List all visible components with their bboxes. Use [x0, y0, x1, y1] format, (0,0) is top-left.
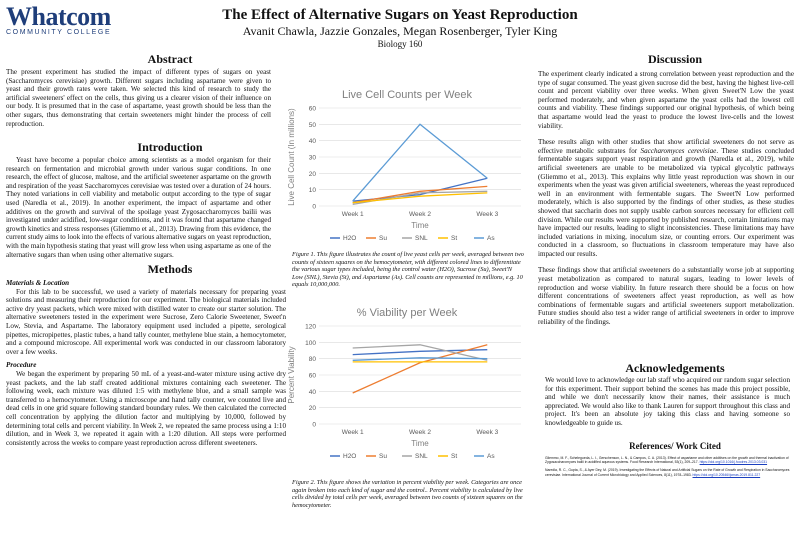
materials-text: For this lab to be successful, we used a variety of materials necessary for preparing yeast solutions and measuring their reproduction for our experiment. The biological materials included active dry yeast packets, which were mixed with distilled water to create our starter solution. The alternative sweeteners tested in the experiment were Sucrose, Zero Calorie Sweetener, Sweet'n Low, Stevia, and Aspartame. The laboratory equipment used included a pipette, serological pipettes, micropipettes, plastic tubes, a hand tally counter, methylene blue stain, a hemocytometer, and a compound microscope. All experimental work was conducted in our classroom laboratory over a few weeks. [6, 287, 286, 356]
introduction-text: Yeast have become a popular choice among scientists as a model organism for their research on fermentation and microbial growth under various sugar conditions. In one research, the effect of glucose, maltose, and the artificial sweetener aspartame on the growth and respiration of the yeast Saccharomyces cerevisiae was tested over a duration of 24 hours. They noted variations in cell viability and metabolic output according to the type of sugar used (Naredla et al., 2019). In another experiment, the impact of aspartame and other additives on the growth and survival of the spoilage yeast Zygosaccharomyces bailii was investigated under acidified, low-sugar conditions, and it was found that aspartame changed growth kinetics and stress responses (Gliemmo et al., 2013). Drawing from this evidence, the current study aims to look into the effects of various alternative sugars on yeast reproduction, with the main hypothesis stating that yeast will grow less when using aspartame as one of the alternative sugars than when using other alternative sugars. [6, 156, 271, 259]
abstract-heading: Abstract [147, 52, 193, 66]
reference-2: Naredla, R. C., Gupta, S., & Ayer Dey, M. (2019). Investigating the Effects of Natural and Artificial Sugars on the Rate of Growth and Respiration in Saccharomyces cerevisiae. International Journal of Current Microbiology and Applied Sciences, 8(11), 1978–1983. https://doi.org/10.20546/ijcmas.2019.811.227 [545, 468, 790, 477]
viability-xlabel: Time [411, 439, 429, 448]
viability-legend-label: H2O [343, 453, 357, 460]
procedure-text: We began the experiment by preparing 50 mL of a yeast-and-water mixture using active dry yeast packets, and the lab staff created additional mixtures containing each sweetener. The following week, each mixture was diluted 1:5 with methylene blue, and a small sample was transferred to a hemocytometer. Using a microscope and hand tally counter, we counted live and dead cells in one grid square following standard boundary rules. We then calculated the corrected cell concentration by applying the dilution factor and multiplying by 10,000, followed by determining total cells and percent viability. In Week 2, we repeated the same process using a 1:10 dilution, and in Week 3, we repeated it again with a 1:20 dilution. All steps were performed consistently across the weeks to compare yeast reproduction across different sweeteners. [6, 369, 286, 447]
poster-title: The Effect of Alternative Sugars on Yeast Reproduction [222, 7, 578, 23]
acknowledgements-section [545, 376, 790, 428]
introduction-heading: Introduction [137, 140, 203, 154]
reference-1: Gliemmo, M. F., Schelegueda, L. I., Gerschenson, L. N., & Campos, C. A. (2013). Effect of aspartame and other additives on the growth and thermal inactivation of Zygosaccharomyces bailii in acidified aqueous systems. Food Research International, 53(1), 209–217. https://doi.org/10.1016/j.foodres.2013.03.031 [545, 456, 789, 465]
abstract-section [6, 68, 271, 128]
live-count-xtick-label: Week 3 [476, 211, 499, 218]
live-count-legend-label: As [487, 235, 495, 242]
discussion-section [538, 70, 794, 327]
live-count-title: Live Cell Counts per Week [341, 89, 473, 101]
introduction-section [6, 156, 271, 259]
logo-subtitle: COMMUNITY COLLEGE [6, 29, 112, 36]
viability-xtick-label: Week 1 [341, 429, 364, 436]
methods-heading: Methods [147, 262, 193, 276]
live-count-xlabel: Time [411, 221, 429, 230]
viability-legend-label: St [451, 453, 458, 460]
figure-1-caption: Figure 1. This figure illustrates the count of live yeast cells per week, averaged between two counts of sixteen squares on the hemocytometer, with different colored lines to differentiate the various sugar types included, being the control water (H2O), Sucrose (Su), Sweet'N Low (SNL), Stevia (St), and Aspartame (As). Cell counts are represented in millions, e.g. 10 equals 10,000,000. [292, 251, 524, 289]
live-count-ytick-label: 40 [308, 138, 316, 146]
reference-1-link[interactable]: https://doi.org/10.1016/j.foodres.2013.03.031 [699, 460, 768, 465]
live-count-xtick-label: Week 2 [409, 211, 431, 218]
acknowledgements-text: We would love to acknowledge our lab staff who acquired our random sugar selection for this experiment. Their support behind the scenes has made this project possible, and while we don't necessarily know their names, their assistance is much appreciated. We would also like to thank Lauren for support throughout this class and project. It's been an absolute joy taking this class and having someone so knowledgeable to guide us. [545, 376, 790, 427]
viability-ytick-label: 80 [308, 356, 316, 364]
procedure-heading: Procedure [6, 361, 37, 370]
live-count-ytick-label: 30 [308, 154, 316, 162]
viability-xtick-label: Week 2 [409, 429, 431, 436]
live-count-ytick-label: 0 [312, 203, 316, 211]
percent-viability-chart [285, 302, 529, 464]
discussion-heading: Discussion [647, 52, 703, 66]
live-count-xtick-label: Week 1 [341, 211, 364, 218]
live-cell-count-chart [285, 84, 529, 246]
poster-course: Biology 160 [377, 39, 423, 49]
viability-ytick-label: 40 [308, 388, 316, 396]
live-count-legend-label: SNL [415, 235, 428, 242]
viability-xtick-label: Week 3 [476, 429, 499, 436]
species-name: Saccharomyces cerevisiae [640, 146, 717, 155]
live-count-ytick-label: 50 [308, 121, 316, 129]
live-count-legend-label: H2O [343, 235, 357, 242]
live-count-ytick-label: 20 [308, 170, 316, 178]
figure-2-caption: Figure 2. This figure shows the variation in percent viability per week. Categories are once again broken into each kind of sugar and the control.. Percent viability is calculated by live cells divided by total cells per week, averaged between two counts of sixteen squares on the hemocytometer. [292, 479, 523, 509]
discussion-paragraph-1: The experiment clearly indicated a strong correlation between yeast reproduction and the type of sugar consumed. The yeast given sucrose did the best, having the highest live-cell count and percent viability over three weeks. When given Sweet'N Low the yeast performed moderately, and when given aspartame the yeast cells had the lowest cell counts and viability. These findings supported our original hypothesis, of which being that aspartame would lead the yeast to produce the lowest live-cells and the lowest viability. [538, 70, 794, 130]
reference-2-link[interactable]: https://doi.org/10.20546/ijcmas.2019.811.227 [692, 472, 761, 477]
abstract-text: The present experiment has studied the impact of different types of sugars on yeast (Saccharomyces cerevisiae) growth. Different sugars including aspartame were given to yeast and their growth rates were taken. We selected this kind of research to study the artificial sweeteners' effect on the cells, thus giving us a clearer vision of their influence on our body. It is presumed that in the case of aspartame, yeast growth should be less than the other sugars, thus demonstrating that certain sweeteners might hinder the process of cell reproduction. [6, 68, 271, 128]
live-count-legend-label: Su [379, 235, 387, 242]
viability-legend-label: Su [379, 453, 387, 460]
viability-title: % Viability per Week [356, 307, 458, 319]
viability-ytick-label: 0 [312, 421, 316, 429]
logo-wordmark: Whatcom [6, 2, 111, 31]
discussion-paragraph-3: These findings show that artificial sweeteners do a substantially worse job at supporting yeast metabolization as compared to natural sugars, leading to lower levels of reproduction and worse viability. In future research there should be a focus on how different concentrations of sweeteners affect yeast reproduction, as well as how combinations of fermentable sugars and artificial sweeteners support metabolization. Future studies should also test a wider range of artificial sweeteners in order to improve reliability of the findings. [538, 266, 794, 327]
viability-ytick-label: 120 [305, 323, 316, 331]
references-heading: References/ Work Cited [629, 441, 721, 451]
viability-legend-label: As [487, 453, 495, 460]
live-count-ytick-label: 10 [308, 187, 316, 195]
materials-heading: Materials & Location [6, 279, 70, 287]
viability-legend-label: SNL [415, 453, 428, 460]
methods-section [6, 279, 286, 447]
viability-series-as [353, 358, 488, 361]
live-count-legend-label: St [451, 235, 458, 242]
viability-ytick-label: 100 [305, 339, 316, 347]
live-count-ylabel: Live Cell Count (In millions) [287, 108, 296, 206]
viability-ylabel: Percent Viability [287, 346, 296, 404]
viability-ytick-label: 60 [308, 372, 316, 380]
discussion-paragraph-2: These results align with other studies that show artificial sweeteners do not serve as effective metabolic substrates for Saccharomyces cerevisiae. These studies concluded fermentable sugars support yeast respiration and growth (Naredla et al., 2019), while artificial sweeteners are unable to be metabolized via typical glycolytic pathways (Gliemmo et al., 2013). This explains why little yeast reproduction was shown in our experiments when the yeast was given artificial sweeteners, whereas the yeast reproduced well in an environment with fermentable sugars. The Sweet'N Low performed moderately, which is also supported by the findings of other studies, as these studies showed that saccharin does not supply usable carbon sources necessary for efficient cell division. While our results were supported by published research, certain limitations may have impacted our results, leading to slight inconsistencies. These limitations may have included variations in mixing, inoculum size, or counting errors. Our experiment was conducted in a classroom, so fluctuations in classroom temperature may have also impacted our results. [538, 138, 794, 258]
viability-series-su [353, 345, 488, 393]
viability-ytick-label: 20 [308, 405, 316, 413]
college-logo [6, 4, 156, 36]
acknowledgements-heading: Acknowledgements [625, 361, 725, 375]
references-section [545, 456, 790, 477]
live-count-ytick-label: 60 [308, 105, 316, 113]
poster-authors: Avanit Chawla, Jazzie Gonzales, Megan Rosenberger, Tyler King [242, 24, 558, 38]
